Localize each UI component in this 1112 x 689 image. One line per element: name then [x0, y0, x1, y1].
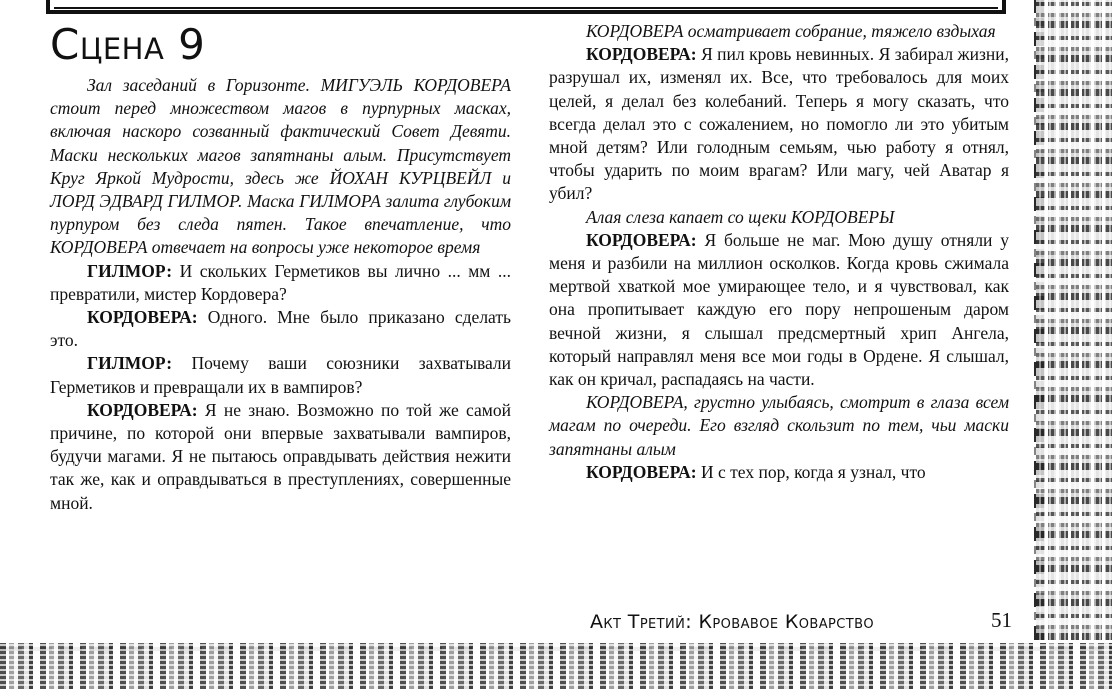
running-footer-title: Акт Третий: Кровавое Коварство: [590, 611, 875, 633]
dialogue-text: И скольких Герметиков вы лично ... мм ... превратили, мистер Кордовера?: [50, 260, 511, 304]
speaker-name: КОРДОВЕРА:: [586, 44, 697, 65]
top-border-inner-line: [54, 0, 998, 9]
scene-title: Сцена 9: [50, 20, 206, 69]
dialogue-line: [50, 306, 511, 352]
dialogue-text: Почему ваши союзники захватывали Герметиков и превращали их в вампиров?: [50, 353, 511, 397]
dialogue-text: И с тех пор, когда я узнал, что: [700, 461, 926, 482]
speaker-name: КОРДОВЕРА:: [586, 461, 697, 482]
dialogue-line: [549, 229, 1009, 391]
right-text-column: [549, 20, 1009, 484]
stage-direction: КОРДОВЕРА осматривает собрание, тяжело вздыхая: [586, 21, 996, 41]
stage-direction: Алая слеза капает со щеки КОРДОВЕРЫ: [586, 206, 895, 227]
page-number: 51: [991, 608, 1012, 632]
stage-direction: КОРДОВЕРА, грустно улыбаясь, смотрит в глаза всем магам по очереди. Его взгляд скользит по тем, чьи маски запятнаны алым: [549, 392, 1009, 459]
dialogue-text: Я пил кровь невинных. Я забирал жизни, разрушал их, изменял их. Все, что требовалось для моих целей, я делал без колебаний. Теперь я могу сказать, что всегда делал это с сожалением, но помогло ли это убитым мной детям? Или голодным семьям, чью работу я отнял, чтобы ударить по моим врагам? Или магу, чей Аватар я убил?: [549, 44, 1009, 204]
dialogue-line: [50, 260, 511, 306]
stage-direction-intro: Зал заседаний в Горизонте. МИГУЭЛЬ КОРДОВЕРА стоит перед множеством магов в пурпурных масках, включая наскоро созванный фактический Совет Девяти. Маски нескольких магов запятнаны алым. Присутствует Круг Яркой Мудрости, здесь же ЙОХАН КУРЦВЕЙЛ и ЛОРД ЭДВАРД ГИЛМОР. Маска ГИЛМОРА залита глубоким пурпуром без следа пятен. Такое впечатление, что КОРДОВЕРА отвечает на вопросы уже некоторое время: [50, 75, 511, 258]
dialogue-text: Я больше не маг. Мою душу отняли у меня и разбили на миллион осколков. Когда кровь сжимала мертвой хваткой мое умирающее тело, и я чувствовал, как она пропитывает каждую его пору непрошеным даром вечной жизни, я слышал предсмертный хрип Ангела, который направлял меня все мои годы в Ордене. Я слышал, как он кричал, распадаясь на части.: [549, 229, 1010, 390]
dialogue-line: [549, 461, 1009, 484]
right-decorative-glyph-border: [1036, 0, 1112, 640]
speaker-name: КОРДОВЕРА:: [87, 399, 198, 420]
left-text-column: [50, 74, 511, 515]
dialogue-line: [50, 352, 511, 398]
bottom-decorative-glyph-border: [0, 643, 1112, 689]
dialogue-line: [50, 399, 511, 515]
speaker-name: КОРДОВЕРА:: [87, 307, 198, 328]
dialogue-line: [549, 43, 1009, 205]
speaker-name: ГИЛМОР:: [87, 260, 173, 281]
speaker-name: ГИЛМОР:: [87, 353, 173, 374]
speaker-name: КОРДОВЕРА:: [586, 229, 697, 250]
dialogue-text: Я не знаю. Возможно по той же самой причине, по которой они впервые захватывали вампиров, будучи магами. Я не пытаюсь оправдывать действия нежити так же, как и оправдываться в преступлениях, совершенные мной.: [50, 399, 511, 513]
dialogue-text: Одного. Мне было приказано сделать это.: [50, 307, 511, 351]
